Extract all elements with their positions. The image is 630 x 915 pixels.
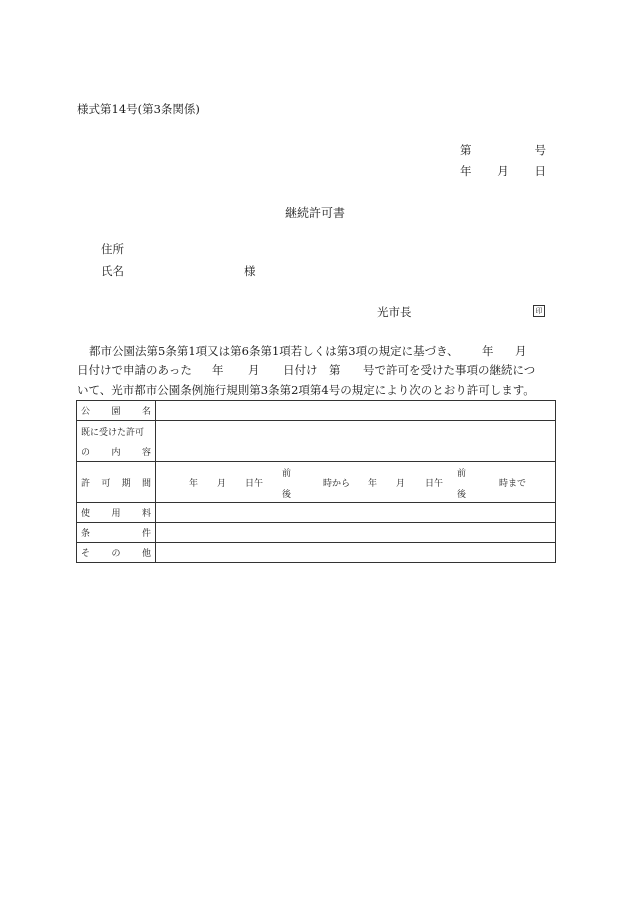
label-char: 名 [141, 407, 151, 417]
label-line: 既に受けた許可 [81, 427, 145, 438]
label-char: 許 [81, 478, 91, 489]
fee-value [156, 503, 556, 523]
label-char: 料 [141, 509, 151, 519]
date-day: 日 [534, 164, 546, 178]
form-number: 様式第14号(第3条関係) [77, 102, 200, 116]
period-am-1: 前 [282, 469, 292, 479]
period-month-1: 月 [217, 479, 227, 489]
period-until: 時まで [499, 479, 527, 489]
recipient-address-label: 住所 [101, 242, 124, 256]
label-char: 容 [141, 447, 151, 458]
label-char: 間 [141, 478, 151, 489]
label-char: 期 [121, 478, 131, 489]
label-char: 可 [101, 478, 111, 489]
table-row-fee [77, 503, 556, 523]
label-char: の [81, 447, 91, 458]
period-from: 時から [323, 479, 351, 489]
body-text: 号で許可を受けた事項の継続につ [363, 363, 536, 377]
label-char: 用 [111, 509, 121, 519]
date-year: 年 [460, 164, 472, 178]
date-month: 月 [497, 164, 509, 178]
body-day: 日付け [283, 363, 318, 377]
label-char: 園 [111, 407, 121, 417]
doc-number-prefix: 第 [460, 143, 472, 157]
label-char: 公 [81, 407, 91, 417]
previous-permit-value [156, 421, 556, 462]
body-text: 日付けで申請のあった [77, 363, 192, 377]
permit-table [76, 400, 556, 563]
permit-period-label [77, 462, 156, 503]
park-name-value [156, 401, 556, 421]
recipient-name-label: 氏名 [101, 264, 124, 278]
label-char: の [111, 549, 121, 559]
doc-number-suffix: 号 [534, 143, 546, 157]
period-month-2: 月 [396, 479, 406, 489]
label-char: 内 [111, 447, 121, 458]
conditions-label [77, 523, 156, 543]
document-number-line [460, 142, 546, 158]
period-am-2: 前 [457, 469, 467, 479]
label-char: 条 [81, 529, 91, 539]
table-row-other [77, 543, 556, 563]
body-number-prefix: 第 [329, 363, 341, 377]
period-pm-2: 後 [457, 490, 467, 500]
previous-permit-label [77, 421, 156, 462]
body-text: 都市公園法第5条第1項又は第6条第1項若しくは第3項の規定に基づき、 [89, 344, 459, 358]
conditions-value [156, 523, 556, 543]
recipient-honorific: 様 [244, 264, 256, 278]
fee-label [77, 503, 156, 523]
period-year-2: 年 [368, 479, 378, 489]
period-day-1: 日午 [245, 479, 264, 489]
table-row-conditions [77, 523, 556, 543]
period-day-2: 日午 [425, 479, 444, 489]
issue-date-line [460, 163, 546, 179]
other-label [77, 543, 156, 563]
table-row-previous-permit [77, 421, 556, 462]
table-row-park-name [77, 401, 556, 421]
label-char: 他 [141, 549, 151, 559]
label-char: 使 [81, 509, 91, 519]
table-row-permit-period [77, 462, 556, 503]
body-line-3: いて、光市都市公園条例施行規則第3条第2項第4号の規定により次のとおり許可します。 [77, 383, 535, 397]
period-year-1: 年 [189, 479, 199, 489]
other-value [156, 543, 556, 563]
body-month: 月 [248, 363, 260, 377]
label-char: 件 [141, 529, 151, 539]
body-year: 年 [482, 344, 494, 358]
park-name-label [77, 401, 156, 421]
permit-period-value [156, 462, 556, 503]
label-char: そ [81, 549, 91, 559]
body-month: 月 [515, 344, 527, 358]
issuer-mayor: 光市長 [377, 305, 412, 319]
body-year: 年 [212, 363, 224, 377]
document-title: 継続許可書 [284, 206, 345, 220]
seal-mark: 印 [533, 305, 545, 317]
period-pm-1: 後 [282, 490, 292, 500]
